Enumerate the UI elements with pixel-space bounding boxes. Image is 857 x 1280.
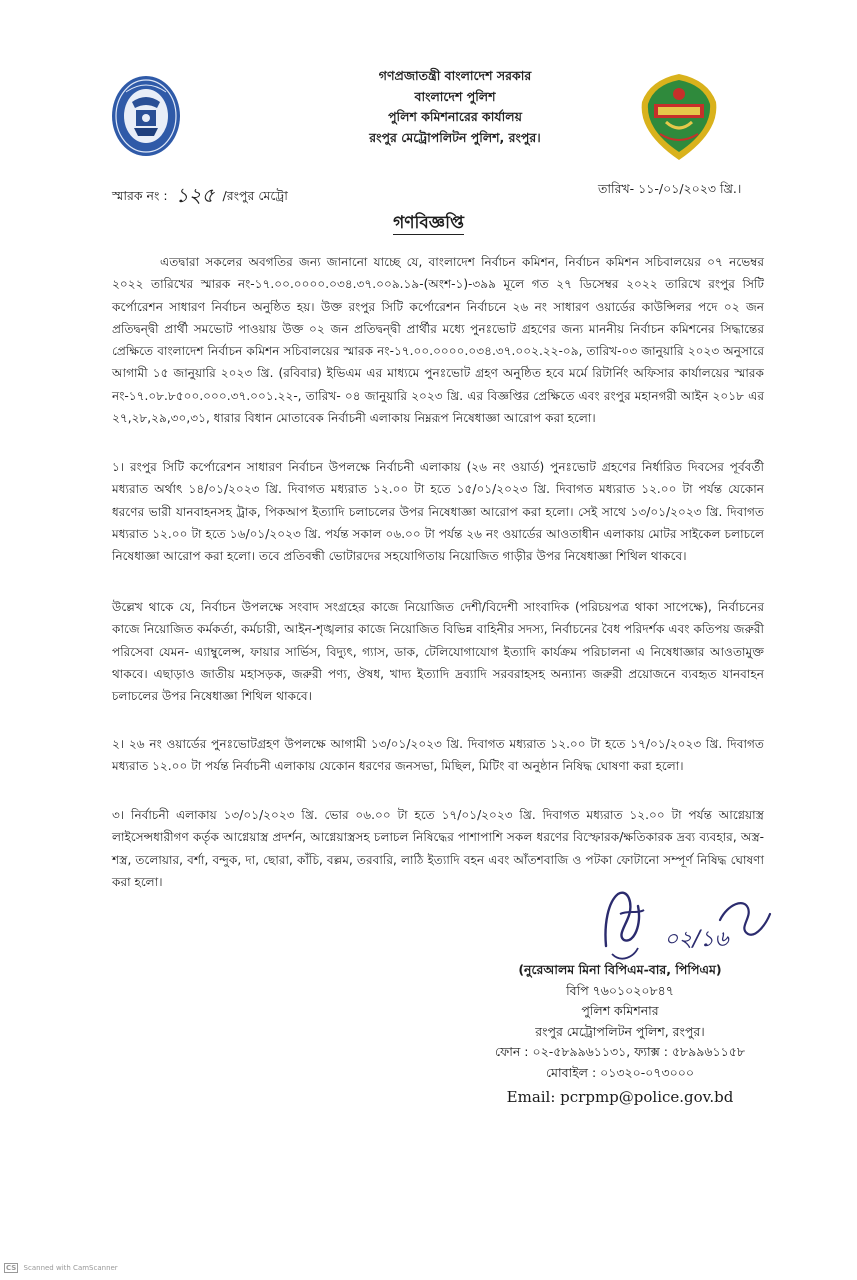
contact-email: Email: pcrpmp@police.gov.bd xyxy=(506,1087,734,1106)
notice-title xyxy=(0,210,857,238)
signature-block xyxy=(490,960,750,1109)
letterhead xyxy=(330,66,580,148)
clause-3-paragraph: ৩। নির্বাচনী এলাকায় ১৩/০১/২০২৩ খ্রি. ভোর ০৬.০০ টা হতে ১৭/০১/২০২৩ খ্রি. দিবাগত মধ্যরাত ১২.০০ টা পর্যন্ত আগ্নেয়াস্ত্র লাইসেন্সধারীগণ কর্তৃক আগ্নেয়াস্ত্র প্রদর্শন, আগ্নেয়াস্ত্রসহ চলাচল নিষিদ্ধের পাশাপাশি সকল ধরণের বিস্ফোরক/ক্ষতিকারক দ্রব্য ব্যবহার, অস্ত্র-শস্ত্র, তলোয়ার, বর্শা, বন্দুক, দা, ছোরা, কাঁচি, বল্লম, তরবারি, লাঠি ইত্যাদি বহন এবং আঁতশবাজি ও পটকা ফোটানো সম্পূর্ণ নিষিদ্ধ ঘোষণা করা হলো। xyxy=(112,808,764,889)
letterhead-government: গণপ্রজাতন্ত্রী বাংলাদেশ সরকার xyxy=(378,68,532,83)
exemption-paragraph: উল্লেখ থাকে যে, নির্বাচন উপলক্ষে সংবাদ সংগ্রহের কাজে নিয়োজিত দেশী/বিদেশী সাংবাদিক (পরিচয়পত্র থাকা সাপেক্ষে), নির্বাচনের কাজে নিয়োজিত কর্মকর্তা, কর্মচারী, আইন-শৃঙ্খলার কাজে নিয়োজিত বিভিন্ন বাহিনীর সদস্য, নির্বাচনের বৈধ পরিদর্শক এবং কতিপয় জরুরী পরিসেবা যেমন- এ্যাম্বুলেন্স, ফায়ার সার্ভিস, বিদ্যুৎ, গ্যাস, ডাক, টেলিযোগাযোগ ইত্যাদি কার্যক্রম পরিচালনা এ নিষেধাজ্ঞার আওতামুক্ত থাকবে। এছাড়াও জাতীয় মহাসড়ক, জরুরী পণ্য, ঔষধ, খাদ্য ইত্যাদি দ্রব্যাদি সরবরাহসহ অন্যান্য জরুরী প্রয়োজনে ব্যবহৃত যানবাহন চলাচলের উপর নিষেধাজ্ঞা শিথিল থাকবে। xyxy=(112,600,764,704)
contact-phone-fax: ফোন : ০২-৫৮৯৯৬১১৩১, ফ্যাক্স : ৫৮৯৯৬১১৫৮ xyxy=(495,1044,745,1060)
signatory-designation: পুলিশ কমিশনার xyxy=(581,1003,659,1019)
clause-1-paragraph: ১। রংপুর সিটি কর্পোরেশন সাধারণ নির্বাচন উপলক্ষে নির্বাচনী এলাকায় (২৬ নং ওয়ার্ড) পুনঃভোট গ্রহণের নির্ধারিত দিবসের পূর্ববর্তী মধ্যরাত অর্থাৎ ১৪/০১/২০২৩ খ্রি. দিবাগত মধ্যরাত ১২.০০ টা হতে ১৫/০১/২০২৩ খ্রি. দিবাগত মধ্যরাত ১২.০০ টা পর্যন্ত যেকোন ধরণের ভারী যানবাহনসহ ট্রাক, পিকআপ ইত্যাদি চলাচলের উপর নিষেধাজ্ঞা আরোপ করা হলো। সেই সাথে ১৩/০১/২০২৩ খ্রি. দিবাগত মধ্যরাত ১২.০০ টা হতে ১৬/০১/২০২৩ খ্রি. পর্যন্ত সকাল ০৬.০০ টা পর্যন্ত ২৬ নং ওয়ার্ডের আওতাধীন এলাকায় মোটর সাইকেল চলাচলে নিষেধাজ্ঞা আরোপ করা হলো। তবে প্রতিবন্ধী ভোটারদের সহযোগিতায় নিয়োজিত গাড়ীর উপর নিষেধাজ্ঞা শিথিল থাকবে। xyxy=(112,460,764,564)
letterhead-location: রংপুর মেট্রোপলিটন পুলিশ, রংপুর। xyxy=(369,129,541,145)
signatory-bp-number: বিপি ৭৬০১০২০৮৪৭ xyxy=(566,982,674,998)
memo-date: তারিখ- ১১-/০১/২০২৩ খ্রি.। xyxy=(598,181,742,196)
clause-2-paragraph: ২। ২৬ নং ওয়ার্ডের পুনঃভোটগ্রহণ উপলক্ষে আগামী ১৩/০১/২০২৩ খ্রি. দিবাগত মধ্যরাত ১২.০০ টা হতে ১৭/০১/২০২৩ খ্রি. দিবাগত মধ্যরাত ১২.০০ টা পর্যন্ত নির্বাচনী এলাকায় যেকোন ধরণের জনসভা, মিছিল, মিটিং বা অনুষ্ঠান নিষিদ্ধ ঘোষণা করা হলো। xyxy=(112,737,764,774)
letterhead-office: পুলিশ কমিশনারের কার্যালয় xyxy=(388,109,522,124)
scanner-watermark-text: Scanned with CamScanner xyxy=(23,1264,118,1272)
rmp-emblem-icon xyxy=(638,72,720,162)
signature-date-note: ০২/১৬ xyxy=(664,927,729,952)
signatory-office: রংপুর মেট্রোপলিটন পুলিশ, রংপুর। xyxy=(535,1023,705,1039)
handwritten-signature xyxy=(598,884,778,970)
contact-mobile: মোবাইল : ০১৩২০-০৭৩০০০ xyxy=(545,1064,695,1080)
memo-number: ১২৫ xyxy=(175,183,215,207)
intro-paragraph: এতদ্বারা সকলের অবগতির জন্য জানানো যাচ্ছে যে, বাংলাদেশ নির্বাচন কমিশন, নির্বাচন কমিশন সচিবালয়ের ০৭ নভেম্বর ২০২২ তারিখের স্মারক নং-১৭.০০.০০০০.০৩৪.৩৭.০০৯.১৯-(অংশ-১)-৩৯৯ মূলে গত ২৭ ডিসেম্বর ২০২২ তারিখে রংপুর সিটি কর্পোরেশন সাধারণ নির্বাচন অনুষ্ঠিত হয়। উক্ত রংপুর সিটি কর্পোরেশন নির্বাচনে ২৬ নং সাধারণ ওয়ার্ডের কাউন্সিলর পদে ০২ জন প্রতিদ্বন্দ্বী প্রার্থী সমভোট পাওয়ায় উক্ত ০২ জন প্রতিদ্বন্দ্বী প্রার্থীর মধ্যে পুনঃভোট গ্রহণের জন্য মাননীয় নির্বাচন কমিশনের সিদ্ধান্তের প্রেক্ষিতে বাংলাদেশ নির্বাচন কমিশন সচিবালয়ের স্মারক নং-১৭.০০.০০০০.০৩৪.৩৭.০০২.২২-০৯, তারিখ-০৩ জানুয়ারি ২০২৩ অনুসারে আগামী ১৫ জানুয়ারি ২০২৩ খ্রি. (রবিবার) ইভিএম এর মাধ্যমে পুনঃভোট গ্রহণ অনুষ্ঠিত হবে মর্মে রিটার্নিং অফিসার কার্যালয়ের স্মারক নং-১৭.০৮.৮৫০০.০০০.৩৭.০০১.২২-, তারিখ- ০৪ জানুয়ারি ২০২৩ খ্রি. এর বিজ্ঞপ্তির প্রেক্ষিতে এবং রংপুর মহানগরী আইন ২০১৮ এর ২৭,২৮,২৯,৩০,৩১, ধারার বিধান মোতাবেক নির্বাচনী এলাকায় নিম্নরূপ নিষেধাজ্ঞা আরোপ করা হলো। xyxy=(112,255,764,426)
memo-suffix: /রংপুর মেট্রো xyxy=(222,188,288,203)
signatory-name: (নুরেআলম মিনা বিপিএম-বার, পিপিএম) xyxy=(518,962,722,977)
camscanner-logo-icon: CS xyxy=(6,1264,17,1272)
letterhead-police: বাংলাদেশ পুলিশ xyxy=(414,88,496,104)
scanner-watermark xyxy=(4,1263,118,1273)
notice-title-text: গণবিজ্ঞপ্তি xyxy=(393,213,464,233)
police-emblem-icon xyxy=(110,74,182,158)
memo-prefix: স্মারক নং : xyxy=(112,188,168,203)
